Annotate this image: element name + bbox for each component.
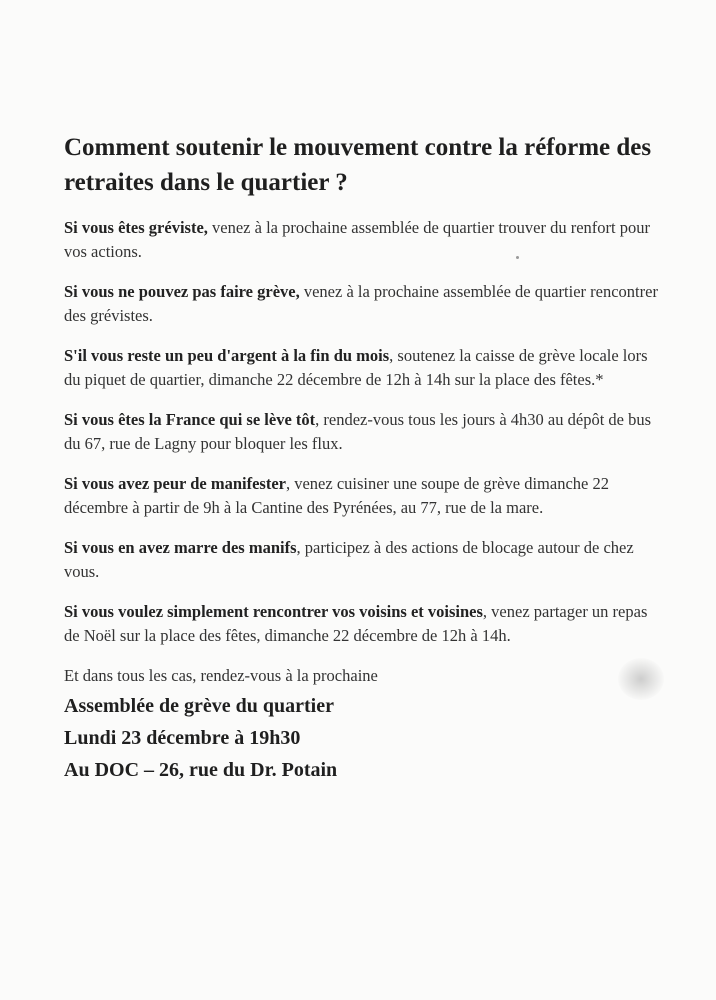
page-title: Comment soutenir le mouvement contre la réforme des retraites dans le quartier ? [64,134,652,196]
closing-intro: Et dans tous les cas, rendez-vous à la prochaine [64,666,378,685]
paragraph-text: , rendez-vous tous les jours à 4h30 au dépôt de bus du 67, rue de Lagny pour bloquer les flux. [64,410,652,453]
paragraph-lead: Si vous voulez simplement rencontrer vos voisins et voisines [64,602,483,621]
paragraph-christmas-meal [64,600,664,648]
event-date: Lundi 23 décembre à 19h30 [64,727,301,749]
paragraph-text: , venez cuisiner une soupe de grève dimanche 22 décembre à partir de 9h à la Cantine des Pyrénées, au 77, rue de la mare. [64,474,609,517]
flyer-content [64,130,664,786]
event-location: Au DOC – 26, rue du Dr. Potain [64,759,338,781]
paragraph-strike-fund [64,344,664,392]
paragraph-lead: Si vous êtes gréviste, [64,218,208,237]
paragraph-early-risers [64,408,664,456]
paragraph-cannot-strike [64,280,664,328]
paragraph-strikers [64,216,664,264]
paragraph-blocking-actions [64,536,664,584]
event-name: Assemblée de grève du quartier [64,695,334,717]
paragraph-text: , participez à des actions de blocage autour de chez vous. [64,538,634,581]
paragraph-text: , venez partager un repas de Noël sur la place des fêtes, dimanche 22 décembre de 12h à 14h. [64,602,648,645]
paragraph-lead: Si vous ne pouvez pas faire grève, [64,282,300,301]
paragraph-text: venez à la prochaine assemblée de quartier rencontrer des grévistes. [64,282,658,325]
paragraph-lead: Si vous êtes la France qui se lève tôt [64,410,316,429]
paragraph-lead: S'il vous reste un peu d'argent à la fin du mois [64,346,390,365]
paragraph-text: venez à la prochaine assemblée de quartier trouver du renfort pour vos actions. [64,218,650,261]
paragraph-strike-soup [64,472,664,520]
paragraph-text: , soutenez la caisse de grève locale lors du piquet de quartier, dimanche 22 décembre de 12h à 14h sur la place des fêtes.* [64,346,648,389]
paragraph-lead: Si vous avez peur de manifester [64,474,286,493]
paragraph-lead: Si vous en avez marre des manifs [64,538,297,557]
event-details [64,690,664,786]
